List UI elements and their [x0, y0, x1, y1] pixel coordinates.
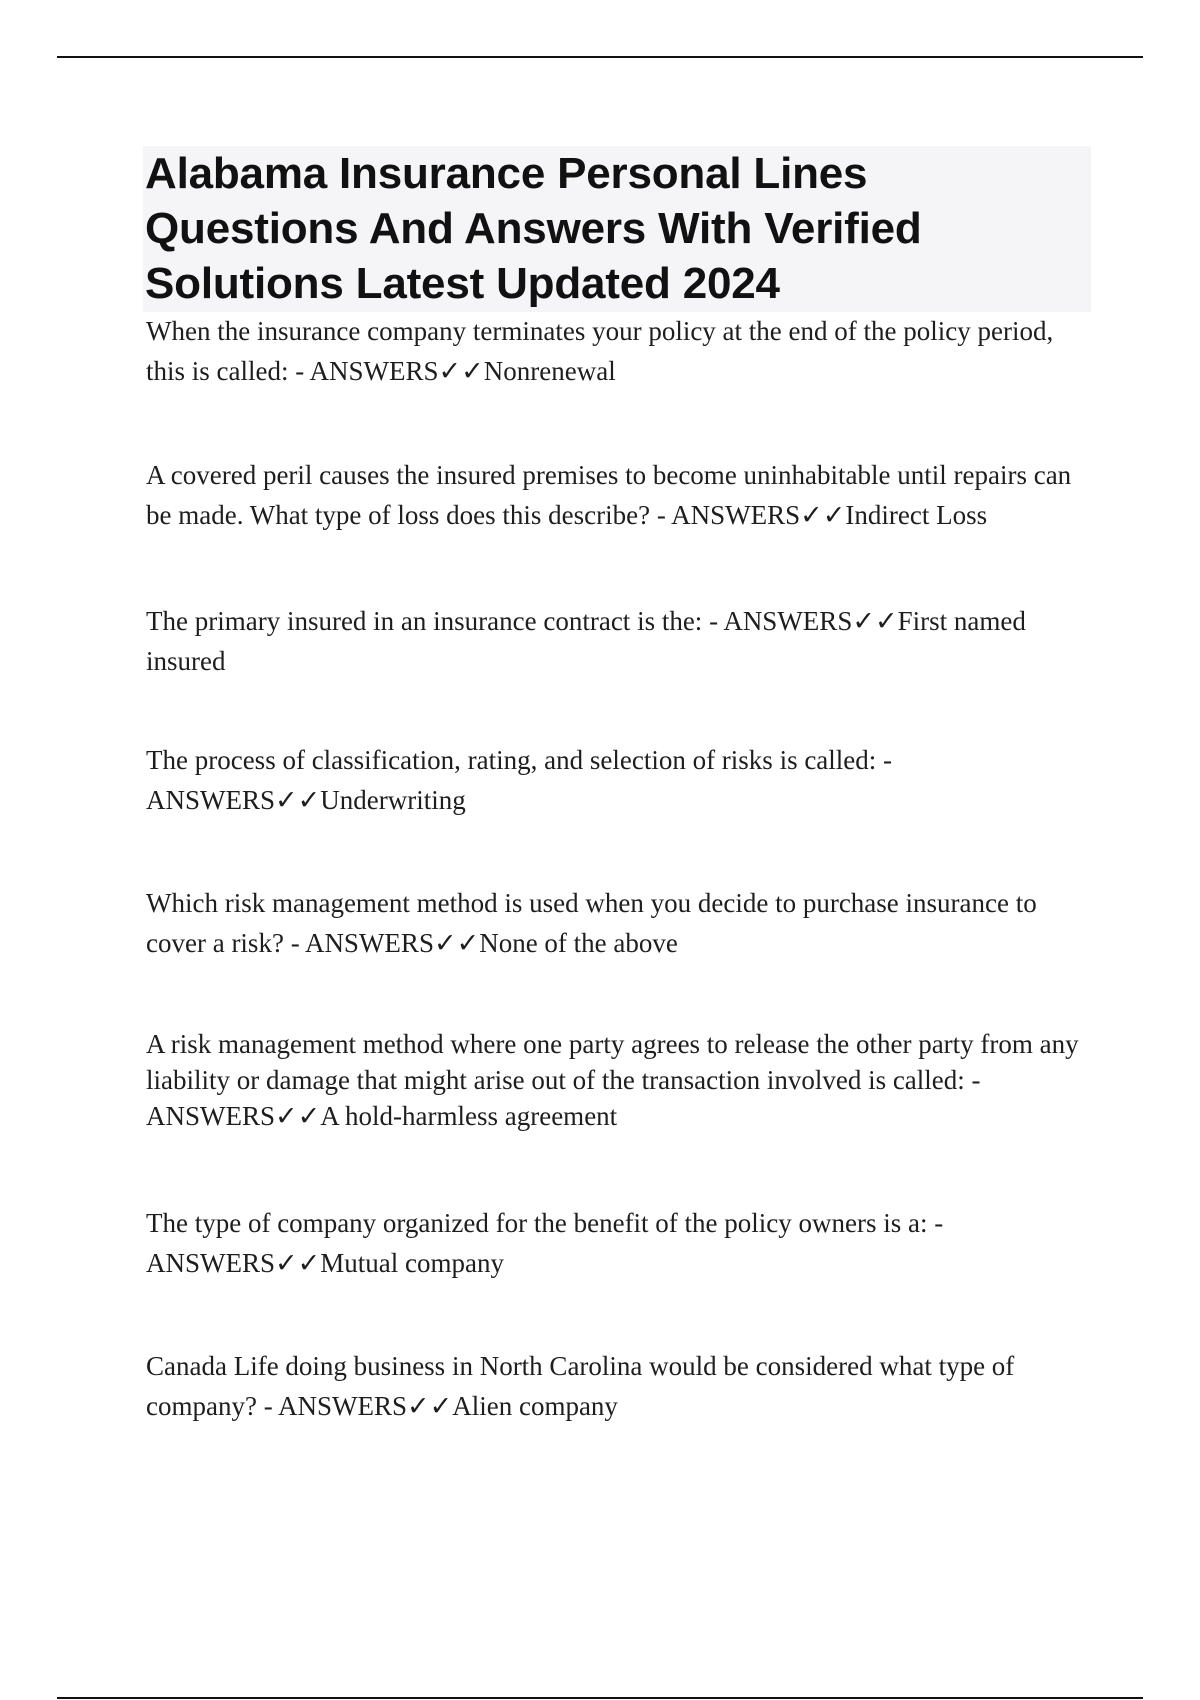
top-rule	[57, 56, 1143, 58]
answer-text: Nonrenewal	[483, 356, 616, 386]
qa-item-6	[146, 1026, 1086, 1134]
qa-item-5	[146, 883, 1086, 963]
answer-marker: - ANSWERS✓✓	[288, 356, 484, 386]
question-text: Which risk management method is used when you decide to purchase insurance to cover a risk?	[146, 888, 1037, 958]
bottom-rule	[57, 1697, 1143, 1699]
document-title: Alabama Insurance Personal Lines Questions And Answers With Verified Solutions Latest Updated 2024	[145, 149, 922, 308]
answer-marker: - ANSWERS✓✓	[650, 500, 846, 530]
qa-item-4	[146, 740, 1086, 820]
answer-text: None of the above	[479, 928, 678, 958]
qa-item-3	[146, 601, 1086, 681]
question-text: The primary insured in an insurance contract is the:	[146, 606, 703, 636]
question-text: Canada Life doing business in North Carolina would be considered what type of company?	[146, 1351, 1015, 1421]
answer-text: Indirect Loss	[845, 500, 988, 530]
answer-marker: - ANSWERS✓✓	[146, 1208, 944, 1278]
answer-text: Underwriting	[320, 785, 466, 815]
question-text: The type of company organized for the benefit of the policy owners is a:	[146, 1208, 928, 1238]
question-text: A risk management method where one party agrees to release the other party from any liability or damage that might arise out of the transaction involved is called:	[146, 1029, 1079, 1095]
answer-marker: - ANSWERS✓✓	[146, 1065, 981, 1131]
answer-text: A hold-harmless agreement	[320, 1101, 618, 1131]
question-text: The process of classification, rating, and selection of risks is called:	[146, 745, 877, 775]
question-text: A covered peril causes the insured premises to become uninhabitable until repairs can be made. What type of loss does this describe?	[146, 460, 1072, 530]
answer-text: Alien company	[452, 1391, 618, 1421]
answer-text: First named insured	[146, 606, 1026, 676]
qa-item-1	[146, 311, 1086, 391]
answer-marker: - ANSWERS✓✓	[283, 928, 480, 958]
qa-item-2	[146, 455, 1086, 535]
answer-marker: - ANSWERS✓✓	[256, 1391, 453, 1421]
qa-item-7	[146, 1203, 1086, 1283]
answer-marker: - ANSWERS✓✓	[146, 745, 893, 815]
answer-marker: - ANSWERS✓✓	[702, 606, 898, 636]
qa-item-8	[146, 1346, 1086, 1426]
question-text: When the insurance company terminates your policy at the end of the policy period, this is called:	[146, 316, 1054, 386]
title-highlight	[143, 146, 1091, 312]
answer-text: Mutual company	[320, 1248, 504, 1278]
